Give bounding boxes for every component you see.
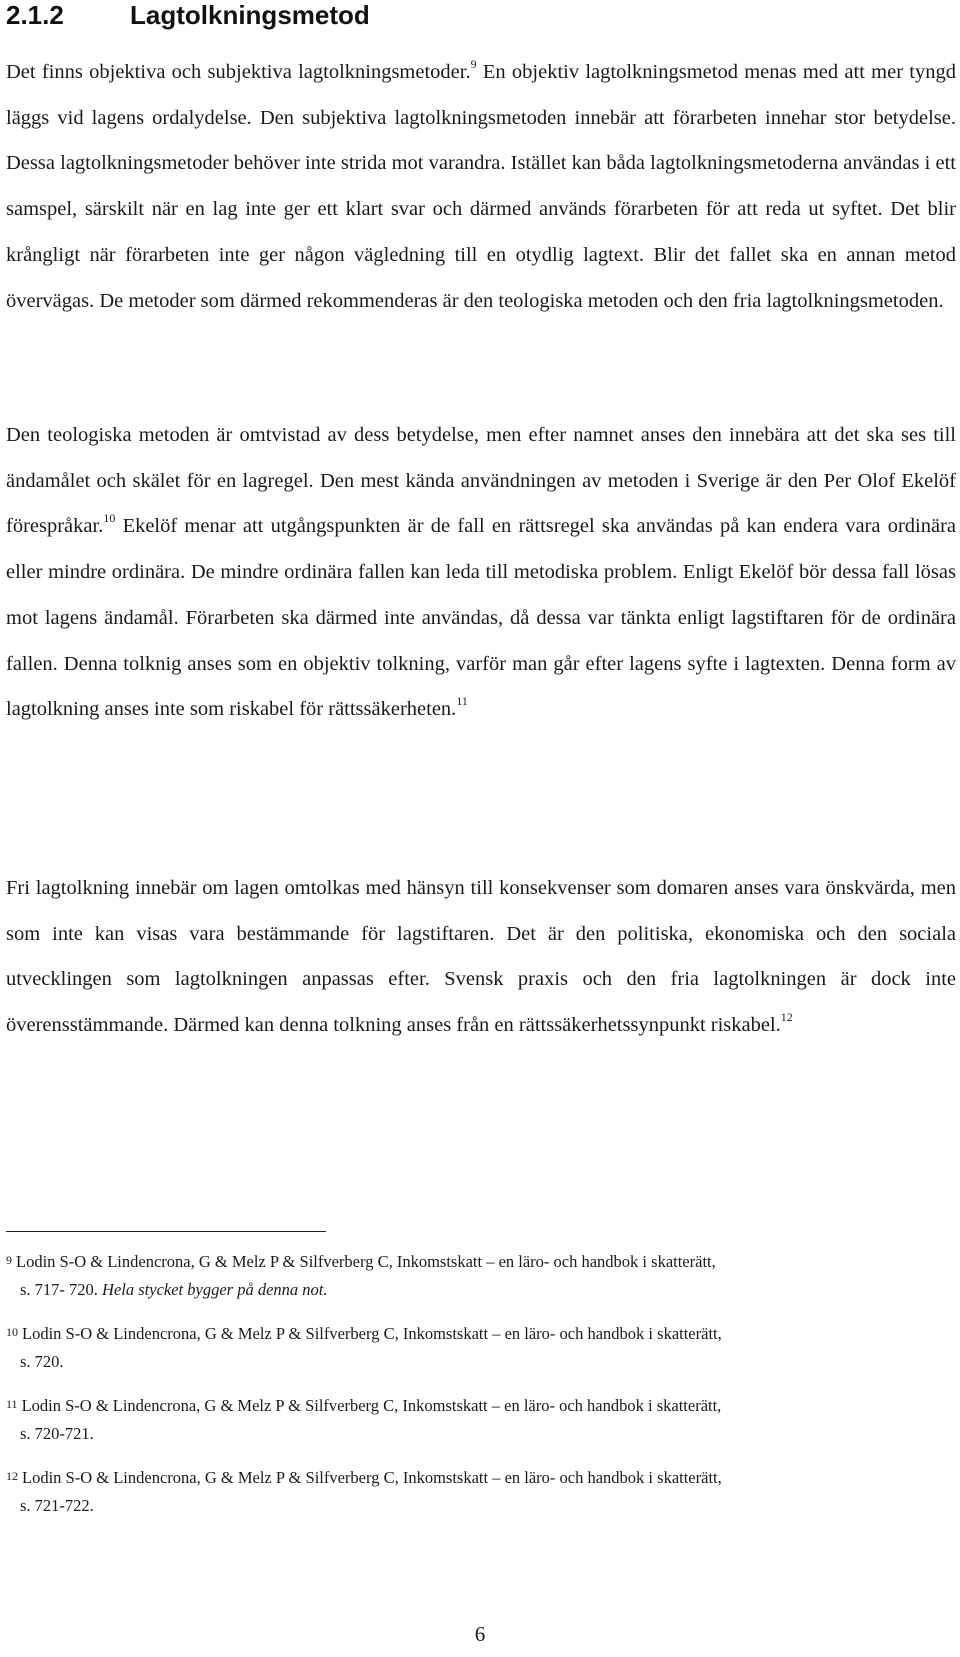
footnote-11-mark: 11	[6, 1397, 18, 1411]
footnote-separator	[6, 1231, 326, 1232]
paragraph-1-text-a: Det finns objektiva och subjektiva lagtolkningsmetoder.	[6, 61, 471, 83]
footnote-10-line2: s. 720.	[20, 1352, 64, 1371]
paragraph-2-text-a: Den teologiska metoden är omtvistad av dess betydelse, men efter namnet anses den innebära att det ska ses till ändamålet och skälet för en lagregel. Den mest kända användningen av metoden i Sverige är den Per Olof Ekelöf förespråkar.	[6, 424, 956, 538]
footnote-9-line1: Lodin S-O & Lindencrona, G & Melz P & Silfverberg C, Inkomstskatt – en läro- och handbok i skatterätt,	[16, 1252, 716, 1271]
paragraph-1	[6, 50, 956, 324]
footnote-9-line2: s. 717- 720.	[20, 1280, 98, 1299]
footnote-9-mark: 9	[6, 1253, 12, 1267]
footnote-12-mark: 12	[6, 1469, 18, 1483]
footnote-12-line2: s. 721-722.	[20, 1496, 94, 1515]
footnote-12-line1: Lodin S-O & Lindencrona, G & Melz P & Silfverberg C, Inkomstskatt – en läro- och handbok i skatterätt,	[22, 1468, 722, 1487]
paragraph-2-text-b: Ekelöf menar att utgångspunkten är de fall en rättsregel ska användas på kan endera vara ordinära eller mindre ordinära. De mindre ordinära fallen kan leda till metodiska problem. Enligt Ekelöf bör dessa fall lösas mot lagens ändamål. Förarbeten ska därmed inte användas, då dessa var tänkta enligt lagstiftaren för de ordinära fallen. Denna tolknig anses som en objektiv tolkning, varför man går efter lagens syfte i lagtexten. Denna form av lagtolkning anses inte som riskabel för rättssäkerheten.	[6, 515, 957, 721]
paragraph-2	[6, 413, 956, 733]
footnote-ref-10: 10	[103, 511, 116, 526]
footnote-11-line1: Lodin S-O & Lindencrona, G & Melz P & Silfverberg C, Inkomstskatt – en läro- och handbok i skatterätt,	[21, 1396, 722, 1415]
footnote-ref-12: 12	[780, 1010, 793, 1025]
footnote-9-italic: Hela stycket bygger på denna not.	[102, 1280, 328, 1299]
paragraph-1-text-b: En objektiv lagtolkningsmetod menas med att mer tyngd läggs vid lagens ordalydelse. Den subjektiva lagtolkningsmetoden innebär att förarbeten innehar stor betydelse. Dessa lagtolkningsmetoder behöver inte strida mot varandra. Istället kan båda lagtolkningsmetoderna användas i ett samspel, särskilt när en lag inte ger ett klart svar och därmed används förarbeten för att reda ut syftet. Det blir krångligt när förarbeten inte ger någon vägledning till en otydlig lagtext. Blir det fallet ska en annan metod övervägas. De metoder som därmed rekommenderas är den teologiska metoden och den fria lagtolkningsmetoden.	[6, 61, 956, 312]
footnote-10-mark: 10	[6, 1325, 18, 1339]
footnote-9	[6, 1246, 956, 1304]
paragraph-3	[6, 866, 956, 1049]
footnote-10-line1: Lodin S-O & Lindencrona, G & Melz P & Silfverberg C, Inkomstskatt – en läro- och handbok i skatterätt,	[22, 1324, 722, 1343]
page-number: 6	[474, 1622, 486, 1646]
footnote-ref-11: 11	[456, 694, 468, 709]
paragraph-3-text: Fri lagtolkning innebär om lagen omtolkas med hänsyn till konsekvenser som domaren anses vara önskvärda, men som inte kan visas vara bestämmande för lagstiftaren. Det är den politiska, ekonomiska och den sociala utvecklingen som lagtolkningen anpassas efter. Svensk praxis och den fria lagtolkningen är dock inte överensstämmande. Därmed kan denna tolkning anses från en rättssäkerhetssynpunkt riskabel.	[6, 877, 956, 1037]
section-title: Lagtolkningsmetod	[130, 0, 370, 30]
footnote-ref-9: 9	[470, 57, 477, 71]
section-number: 2.1.2	[6, 0, 64, 30]
footnote-10	[6, 1318, 956, 1376]
footnote-11	[6, 1390, 956, 1448]
section-heading	[6, 0, 370, 30]
footnote-11-line2: s. 720-721.	[20, 1424, 94, 1443]
footnote-12	[6, 1462, 956, 1520]
